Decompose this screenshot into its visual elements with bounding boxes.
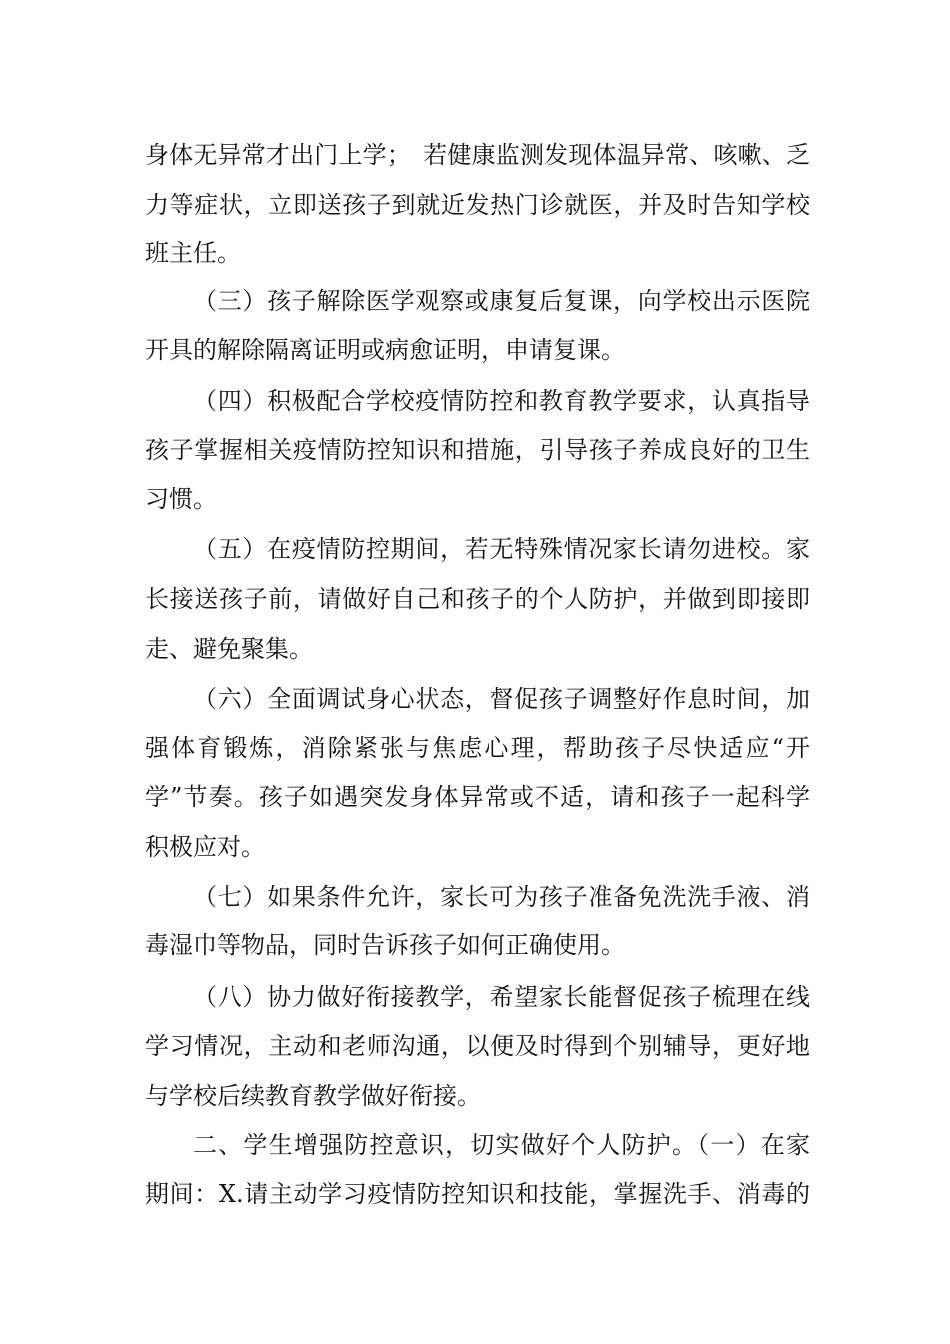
paragraph-line: 强体育锻炼，消除紧张与焦虑心理，帮助孩子尽快适应“开 <box>145 734 810 762</box>
paragraph-line: 期间：X.请主动学习疫情防控知识和技能，掌握洗手、消毒的 <box>145 1180 810 1208</box>
paragraph-line: （四）积极配合学校疫情防控和教育教学要求，认真指导 <box>193 387 810 415</box>
paragraph-line: （七）如果条件允许，家长可为孩子准备免洗洗手液、消 <box>193 883 810 911</box>
paragraph-line: 开具的解除隔离证明或病愈证明，申请复课。 <box>145 336 625 364</box>
paragraph-line: 积极应对。 <box>145 833 265 861</box>
paragraph-line: 与学校后续教育教学做好衔接。 <box>145 1082 481 1110</box>
paragraph-line: 长接送孩子前，请做好自己和孩子的个人防护，并做到即接即 <box>145 585 810 613</box>
paragraph-line: 身体无异常才出门上学； 若健康监测发现体温异常、咳嗽、乏 <box>145 141 810 169</box>
paragraph-line: （六）全面调试身心状态，督促孩子调整好作息时间，加 <box>193 685 810 713</box>
paragraph-line: 学”节奏。孩子如遇突发身体异常或不适，请和孩子一起科学 <box>145 783 810 811</box>
paragraph-line: （三）孩子解除医学观察或康复后复课，向学校出示医院 <box>193 287 810 315</box>
paragraph-line: （八）协力做好衔接教学，希望家长能督促孩子梳理在线 <box>193 983 810 1011</box>
paragraph-line: 班主任。 <box>145 239 241 267</box>
paragraph-line: 毒湿巾等物品，同时告诉孩子如何正确使用。 <box>145 931 625 959</box>
paragraph-line: （五）在疫情防控期间，若无特殊情况家长请勿进校。家 <box>193 535 810 563</box>
paragraph-line: 力等症状，立即送孩子到就近发热门诊就医，并及时告知学校 <box>145 191 810 219</box>
paragraph-line: 走、避免聚集。 <box>145 635 313 663</box>
paragraph-line: 习惯。 <box>145 485 217 513</box>
paragraph-line: 学习情况，主动和老师沟通，以便及时得到个别辅导，更好地 <box>145 1032 810 1060</box>
paragraph-line: 二、学生增强防控意识，切实做好个人防护。（一）在家 <box>193 1131 810 1159</box>
paragraph-line: 孩子掌握相关疫情防控知识和措施，引导孩子养成良好的卫生 <box>145 436 810 464</box>
